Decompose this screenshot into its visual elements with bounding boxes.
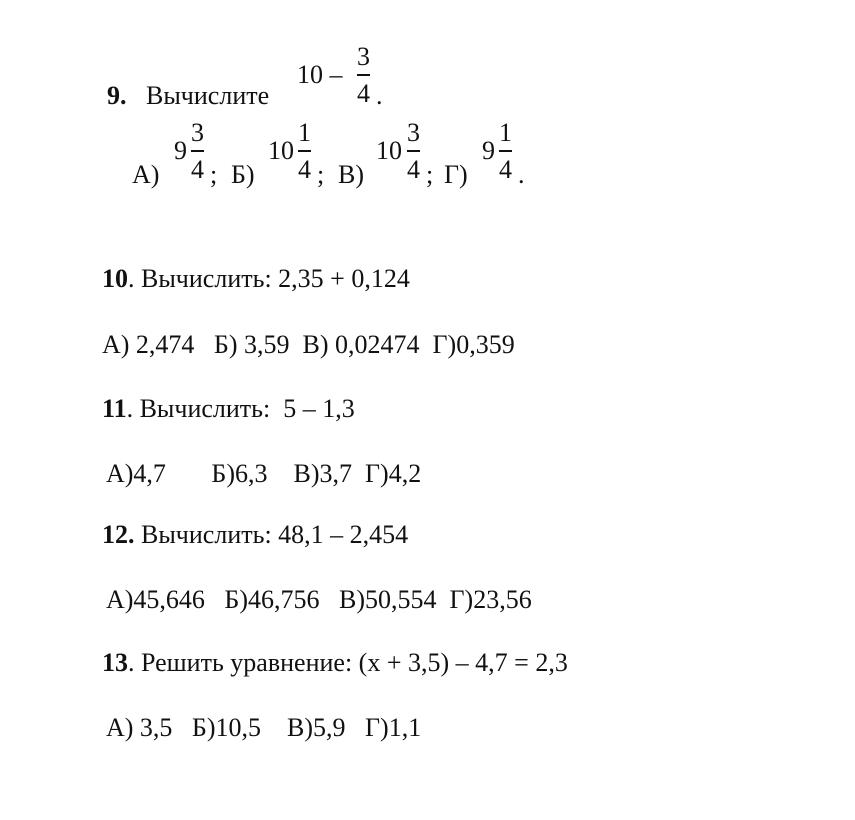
fraction-bar — [357, 74, 370, 76]
question-text: . Вычислить: 2,35 + 0,124 — [128, 264, 410, 293]
option-letter-b: Б) — [231, 160, 255, 189]
option-a-separator: ; — [210, 160, 218, 189]
fraction-denominator: 4 — [499, 155, 512, 184]
question-number: 10 — [102, 264, 128, 293]
question-12 — [102, 522, 408, 548]
fraction-numerator: 1 — [499, 118, 512, 147]
question-number: 9. — [107, 81, 127, 110]
fraction-denominator: 4 — [357, 79, 370, 108]
fraction-numerator: 1 — [298, 118, 311, 147]
fraction-numerator: 3 — [357, 42, 370, 71]
fraction-denominator: 4 — [191, 155, 204, 184]
fraction-bar — [298, 150, 311, 152]
option-g-fraction — [499, 120, 512, 183]
fraction-denominator: 4 — [407, 155, 420, 184]
answers-10: А) 2,474 Б) 3,59 В) 0,02474 Г)0,359 — [102, 330, 515, 359]
option-g-whole: 9 — [482, 136, 495, 165]
option-v-separator: ; — [426, 160, 434, 189]
answers-11: А)4,7 Б)6,3 В)3,7 Г)4,2 — [106, 459, 422, 488]
question-number: 12. — [102, 520, 135, 549]
option-letter-v: В) — [338, 160, 364, 189]
option-v-fraction — [407, 120, 420, 183]
question-label: Вычислите — [146, 81, 270, 110]
option-letter-g: Г) — [444, 160, 468, 189]
question-number: 13 — [102, 648, 128, 677]
option-b-separator: ; — [317, 160, 325, 189]
fraction-numerator: 3 — [407, 118, 420, 147]
question-text: . Вычислить: 5 – 1,3 — [126, 394, 355, 423]
expression-period: . — [376, 81, 383, 110]
question-number: 11 — [102, 394, 127, 423]
fraction-denominator: 4 — [298, 155, 311, 184]
question-text: Вычислить: 48,1 – 2,454 — [134, 520, 409, 549]
option-a-whole: 9 — [174, 136, 187, 165]
fraction-numerator: 3 — [191, 118, 204, 147]
question-11 — [102, 396, 355, 422]
option-b-whole: 10 — [268, 136, 294, 165]
question-10 — [102, 266, 410, 292]
option-g-period: . — [518, 160, 525, 189]
answers-13: А) 3,5 Б)10,5 В)5,9 Г)1,1 — [106, 713, 422, 742]
question-text: . Решить уравнение: (х + 3,5) – 4,7 = 2,3 — [128, 648, 568, 677]
option-b-fraction — [298, 120, 311, 183]
option-v-whole: 10 — [376, 136, 402, 165]
answers-12: А)45,646 Б)46,756 В)50,554 Г)23,56 — [106, 585, 532, 614]
question-13 — [102, 650, 568, 676]
expression-whole: 10 – — [297, 60, 343, 89]
fraction-bar — [191, 150, 204, 152]
fraction-bar — [407, 150, 420, 152]
fraction-bar — [499, 150, 512, 152]
option-letter-a: А) — [132, 160, 160, 189]
option-a-fraction — [191, 120, 204, 183]
expression-fraction — [357, 44, 370, 107]
